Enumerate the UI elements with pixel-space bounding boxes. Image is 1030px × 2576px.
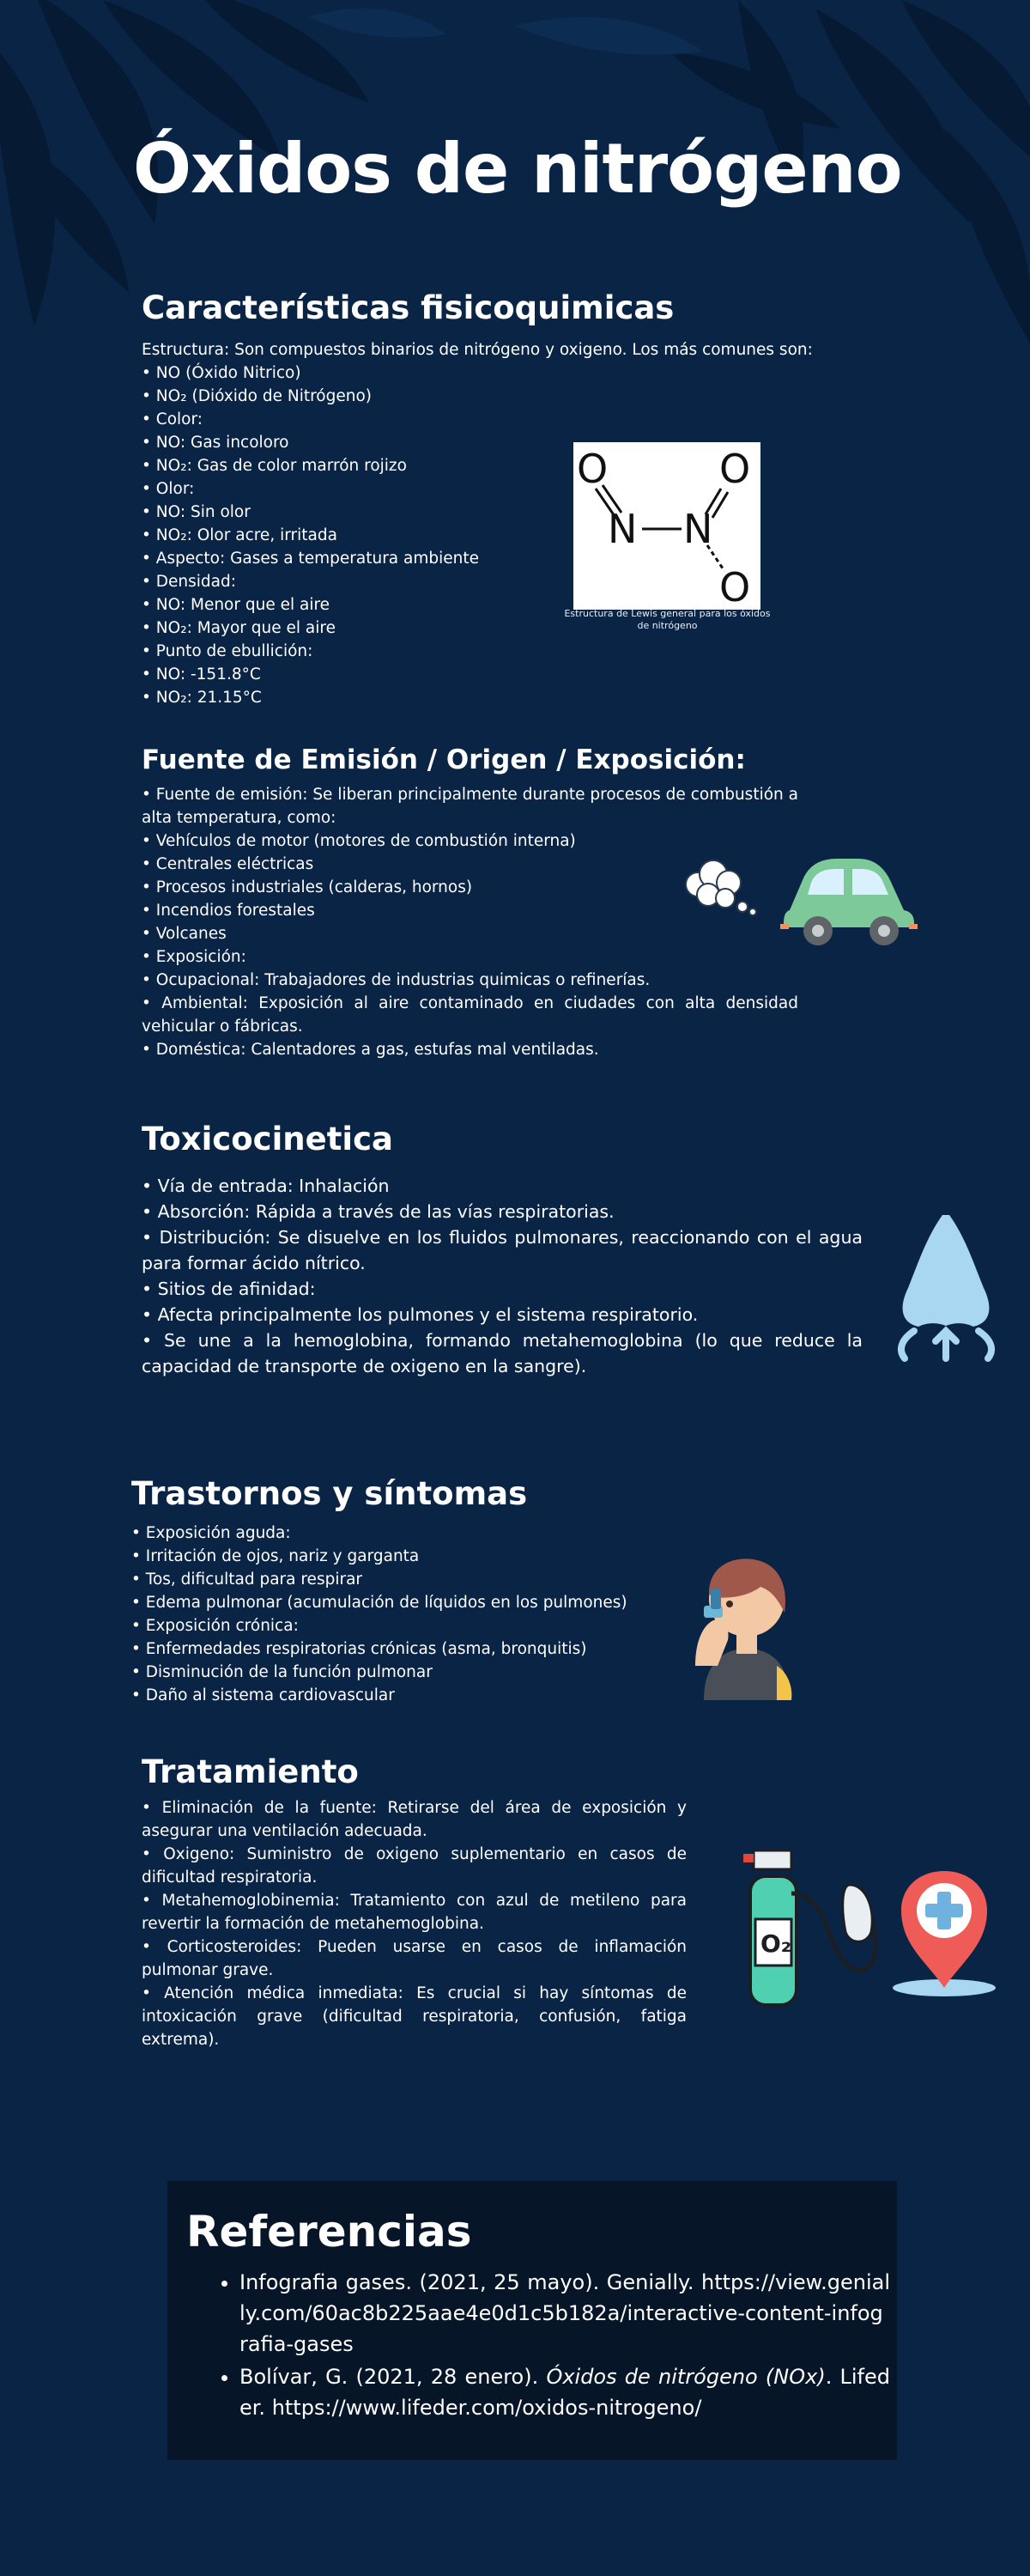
list-item: • NO₂: 21.15°C <box>142 689 262 707</box>
list-item: • NO₂: Mayor que el aire <box>142 619 336 637</box>
references-heading: Referencias <box>186 2207 472 2257</box>
list-item: • Corticosteroides: Pueden usarse en casos de inflamación pulmonar grave. <box>142 1938 687 1979</box>
list-item: • Fuente de emisión: Se liberan principalmente durante procesos de combustión a alta temperatura, como: <box>142 786 798 827</box>
nose-illustration <box>893 1211 1004 1365</box>
lewis-atom-n2: N <box>683 506 713 552</box>
list-item: • Procesos industriales (calderas, hornos) <box>142 878 473 896</box>
toxicocinetica-list <box>142 1173 863 1379</box>
oxygen-tank-icon <box>738 1842 1004 2014</box>
lewis-atom-n1: N <box>608 506 638 552</box>
section-heading-fisicoquimicas: Características fisicoquimicas <box>142 289 675 326</box>
inhaler-user-icon <box>678 1537 807 1700</box>
lewis-atom-o1: O <box>577 446 609 492</box>
list-item: • Irritación de ojos, nariz y garganta <box>131 1547 420 1565</box>
lewis-structure-image <box>573 442 760 610</box>
trastornos-list <box>131 1522 663 1707</box>
list-item: • NO: -151.8°C <box>142 665 261 683</box>
references-list <box>224 2267 890 2425</box>
list-item: • Oxigeno: Suministro de oxigeno suplementario en casos de dificultad respiratoria. <box>142 1845 687 1886</box>
list-item: • Enfermedades respiratorias crónicas (asma, bronquitis) <box>131 1640 587 1658</box>
list-item: • Exposición crónica: <box>131 1617 299 1635</box>
list-item: • Sitios de afinidad: <box>142 1279 316 1299</box>
list-item: • Doméstica: Calentadores a gas, estufas mal ventiladas. <box>142 1041 599 1059</box>
fisicoquimicas-intro: Estructura: Son compuestos binarios de nitrógeno y oxigeno. Los más comunes son: <box>142 341 813 359</box>
tank-label: O₂ <box>760 1929 792 1958</box>
inhaler-person-illustration <box>678 1537 807 1700</box>
lewis-structure-diagram <box>573 442 760 610</box>
lewis-atom-o2: O <box>719 446 751 492</box>
list-item: • NO₂: Gas de color marrón rojizo <box>142 457 407 475</box>
list-item: • Daño al sistema cardiovascular <box>131 1686 395 1704</box>
oxygen-tank-illustration <box>738 1842 1004 2014</box>
list-item: • NO₂ (Dióxido de Nitrógeno) <box>142 387 373 405</box>
list-item: • Tos, dificultad para respirar <box>131 1571 363 1589</box>
section-heading-tratamiento: Tratamiento <box>142 1753 359 1790</box>
list-item: • NO₂: Olor acre, irritada <box>142 526 337 544</box>
list-item: • Exposición aguda: <box>131 1524 291 1542</box>
car-smoke-illustration <box>674 841 931 953</box>
fisicoquimicas-list <box>142 361 571 709</box>
list-item: • Aspecto: Gases a temperatura ambiente <box>142 550 480 568</box>
list-item: • NO: Menor que el aire <box>142 596 330 614</box>
list-item: • Metahemoglobinemia: Tratamiento con azul de metileno para revertir la formación de metahemoglobina. <box>142 1892 687 1933</box>
list-item: • Volcanes <box>142 925 227 943</box>
references-panel <box>167 2181 897 2460</box>
list-item: • Absorción: Rápida a través de las vías respiratorias. <box>142 1201 615 1222</box>
list-item: • Exposición: <box>142 948 246 966</box>
list-item: • Atención médica inmediata: Es crucial si hay síntomas de intoxicación grave (dificultad respiratoria, confusión, fatiga extrema). <box>142 1984 687 2049</box>
list-item: • NO: Gas incoloro <box>142 434 289 452</box>
list-item: • Afecta principalmente los pulmones y el sistema respiratorio. <box>142 1304 699 1325</box>
reference-item-2 <box>239 2361 890 2423</box>
list-item: • Se une a la hemoglobina, formando metahemoglobina (lo que reduce la capacidad de transporte de oxigeno en la sangre). <box>142 1330 863 1376</box>
reference-2-source: . Lifeder. https://www.lifeder.com/oxidos-nitrogeno/ <box>239 2365 891 2420</box>
section-heading-trastornos: Trastornos y síntomas <box>131 1475 528 1512</box>
list-item: • Punto de ebullición: <box>142 642 313 660</box>
list-item: • Densidad: <box>142 573 236 591</box>
lewis-atom-o3: O <box>719 564 751 610</box>
list-item: • Centrales eléctricas <box>142 855 314 873</box>
reference-item-1: • Infografia gases. (2021, 25 mayo). Genially. https://view.genially.com/60ac8b225aae4e0d1c5b182a/interactive-content-infografia-gases <box>239 2267 890 2360</box>
lewis-caption: Estructura de Lewis general para los óxidos de nitrógeno <box>564 608 771 631</box>
list-item: • Ocupacional: Trabajadores de industrias quimicas o refinerías. <box>142 971 651 989</box>
list-item: • Eliminación de la fuente: Retirarse del área de exposición y asegurar una ventilación adecuada. <box>142 1799 687 1840</box>
list-item: • Vehículos de motor (motores de combustión interna) <box>142 832 576 850</box>
reference-2-authors: Bolívar, G. (2021, 28 enero). <box>239 2365 547 2389</box>
list-item: • Incendios forestales <box>142 902 315 920</box>
list-item: • NO: Sin olor <box>142 503 251 521</box>
list-item: • Vía de entrada: Inhalación <box>142 1176 390 1196</box>
list-item: • Ambiental: Exposición al aire contaminado en ciudades con alta densidad vehicular o fábricas. <box>142 994 798 1036</box>
page-title: Óxidos de nitrógeno <box>133 129 902 209</box>
list-item: • Olor: <box>142 480 195 498</box>
list-item: • Distribución: Se disuelve en los fluidos pulmonares, reaccionando con el agua para formar ácido nítrico. <box>142 1227 863 1273</box>
section-heading-fuente: Fuente de Emisión / Origen / Exposición: <box>142 744 746 775</box>
nose-icon <box>893 1211 1004 1365</box>
list-item: • Disminución de la función pulmonar <box>131 1663 433 1681</box>
tratamiento-list <box>142 1796 687 2051</box>
list-item: • Edema pulmonar (acumulación de líquidos en los pulmones) <box>131 1594 627 1612</box>
car-icon <box>674 841 931 953</box>
section-heading-toxicocinetica: Toxicocinetica <box>142 1121 393 1157</box>
list-item: • Color: <box>142 410 203 428</box>
reference-2-title: Óxidos de nitrógeno (NOx) <box>546 2365 826 2389</box>
list-item: • NO (Óxido Nitrico) <box>142 364 301 382</box>
